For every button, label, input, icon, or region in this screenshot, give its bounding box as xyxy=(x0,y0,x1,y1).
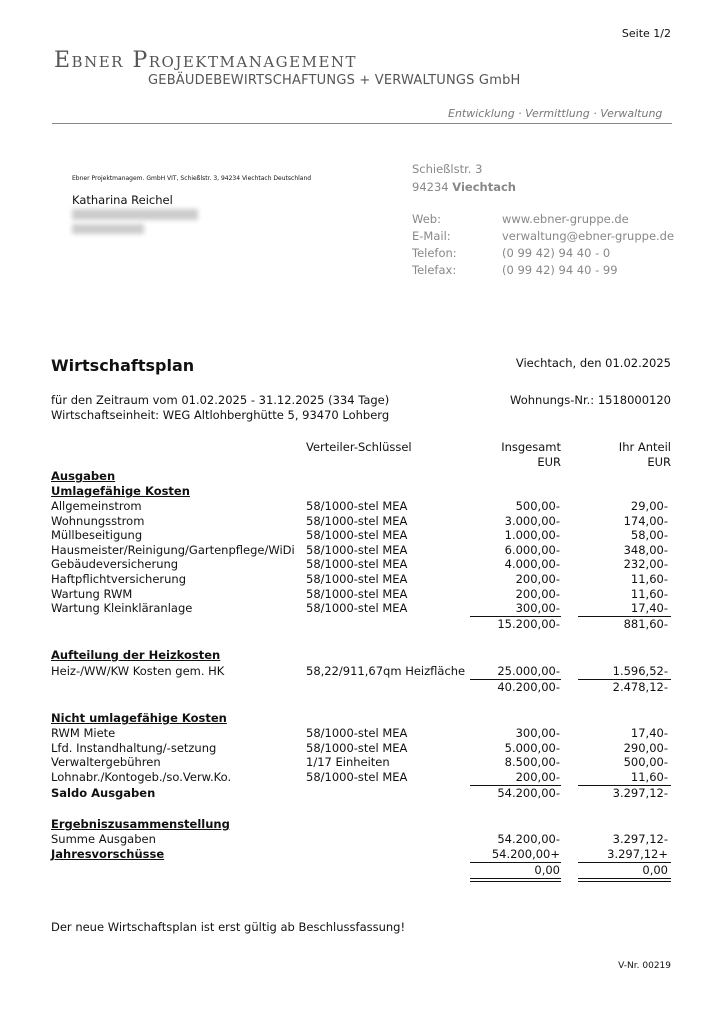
saldo-row: Saldo Ausgaben 54.200,00- 3.297,12- xyxy=(51,786,668,800)
table-row: Lohnabr./Kontogeb./so.Verw.Ko. 58/1000-stel MEA 200,00- 11,60- xyxy=(51,769,668,784)
header-key: Verteiler-Schlüssel xyxy=(306,440,412,454)
address-zip: 94234 xyxy=(412,180,449,194)
table-row: Wartung Kleinkläranlage 58/1000-stel MEA 300,00- 17,40- xyxy=(51,601,668,616)
apartment-number: Wohnungs-Nr.: 1518000120 xyxy=(510,393,671,407)
document-title: Wirtschaftsplan xyxy=(51,356,195,375)
contact-email-value[interactable]: verwaltung@ebner-gruppe.de xyxy=(502,229,675,243)
total-double-rule xyxy=(578,878,671,882)
table-row: Lfd. Instandhaltung/-setzung 58/1000-stel MEA 5.000,00- 290,00- xyxy=(51,740,668,755)
address-street: Schießlstr. 3 xyxy=(412,162,483,176)
table-row: Heiz-/WW/KW Kosten gem. HK 58,22/911,67qm Heizfläche 25.000,00- 1.596,52- xyxy=(51,664,668,678)
contact-fax-label: Telefax: xyxy=(412,263,457,277)
section-nicht-umlagefaehig: Nicht umlagefähige Kosten xyxy=(51,711,227,725)
document-period: für den Zeitraum vom 01.02.2025 - 31.12.2025 (334 Tage) xyxy=(51,393,390,407)
table-row: Haftpflichtversicherung 58/1000-stel MEA 200,00- 11,60- xyxy=(51,572,668,586)
subtotal-row: 15.200,00- 881,60- xyxy=(497,617,668,631)
table-row: Wohnungsstrom 58/1000-stel MEA 3.000,00- 174,00- xyxy=(51,513,668,528)
contact-web-value[interactable]: www.ebner-gruppe.de xyxy=(502,212,629,226)
contact-web-label: Web: xyxy=(412,212,441,226)
contact-fax-value: (0 99 42) 94 40 - 99 xyxy=(502,263,618,277)
table-row: Hausmeister/Reinigung/Gartenpflege/WiDi 58/1000-stel MEA 6.000,00- 348,00- xyxy=(51,542,668,557)
header-share-unit: EUR xyxy=(647,455,671,469)
footer-note: Der neue Wirtschaftsplan ist erst gültig ab Beschlussfassung! xyxy=(51,920,406,934)
section-heizkosten: Aufteilung der Heizkosten xyxy=(51,648,221,662)
recipient-name: Katharina Reichel xyxy=(72,193,173,207)
table-row: Gebäudeversicherung 58/1000-stel MEA 4.000,00- 232,00- xyxy=(51,557,668,572)
version-number: V-Nr. 00219 xyxy=(618,961,671,971)
subtotal-row: 40.200,00- 2.478,12- xyxy=(497,680,668,694)
letterhead-divider xyxy=(52,123,672,124)
section-ergebnis: Ergebniszusammenstellung xyxy=(51,817,230,831)
contact-email-label: E-Mail: xyxy=(412,229,451,243)
table-row: Müllbeseitigung 58/1000-stel MEA 1.000,00- 58,00- xyxy=(51,528,668,543)
header-total-unit: EUR xyxy=(537,455,561,469)
recipient-street-redacted xyxy=(72,209,198,220)
company-tagline: Entwicklung · Vermittlung · Verwaltung xyxy=(448,107,663,120)
table-row: RWM Miete 58/1000-stel MEA 300,00- 17,40- xyxy=(51,726,668,740)
table-row: Jahresvorschüsse 54.200,00+ 3.297,12+ xyxy=(51,847,668,861)
address-city-line xyxy=(412,180,516,194)
document-unit: Wirtschaftseinheit: WEG Altlohberghütte 5, 93470 Lohberg xyxy=(51,408,390,422)
table-row: Summe Ausgaben 54.200,00- 3.297,12- xyxy=(51,832,668,846)
company-name: Ebner Projektmanagement xyxy=(54,48,358,73)
section-umlagefaehig: Umlagefähige Kosten xyxy=(51,484,190,498)
company-subtitle: GEBÄUDEBEWIRTSCHAFTUNGS + VERWALTUNGS GmbH xyxy=(148,73,521,88)
table-row: Allgemeinstrom 58/1000-stel MEA 500,00- 29,00- xyxy=(51,499,668,513)
document-date: Viechtach, den 01.02.2025 xyxy=(515,356,671,370)
recipient-city-redacted xyxy=(72,224,144,234)
table-row: Verwaltergebühren 1/17 Einheiten 8.500,00- 500,00- xyxy=(51,755,668,770)
sender-line: Ebner Projektmanagem. GmbH VIT, Schießlstr. 3, 94234 Viechtach Deutschland xyxy=(72,175,312,182)
header-share: Ihr Anteil xyxy=(618,440,671,454)
contact-phone-label: Telefon: xyxy=(412,246,457,260)
page-number: Seite 1/2 xyxy=(621,27,671,40)
result-row: 0,00 0,00 xyxy=(534,863,668,877)
section-ausgaben: Ausgaben xyxy=(51,469,116,483)
total-double-rule xyxy=(470,878,561,882)
header-total: Insgesamt xyxy=(501,440,561,454)
address-city: Viechtach xyxy=(452,180,516,194)
table-row: Wartung RWM 58/1000-stel MEA 200,00- 11,60- xyxy=(51,586,668,601)
contact-phone-value: (0 99 42) 94 40 - 0 xyxy=(502,246,611,260)
